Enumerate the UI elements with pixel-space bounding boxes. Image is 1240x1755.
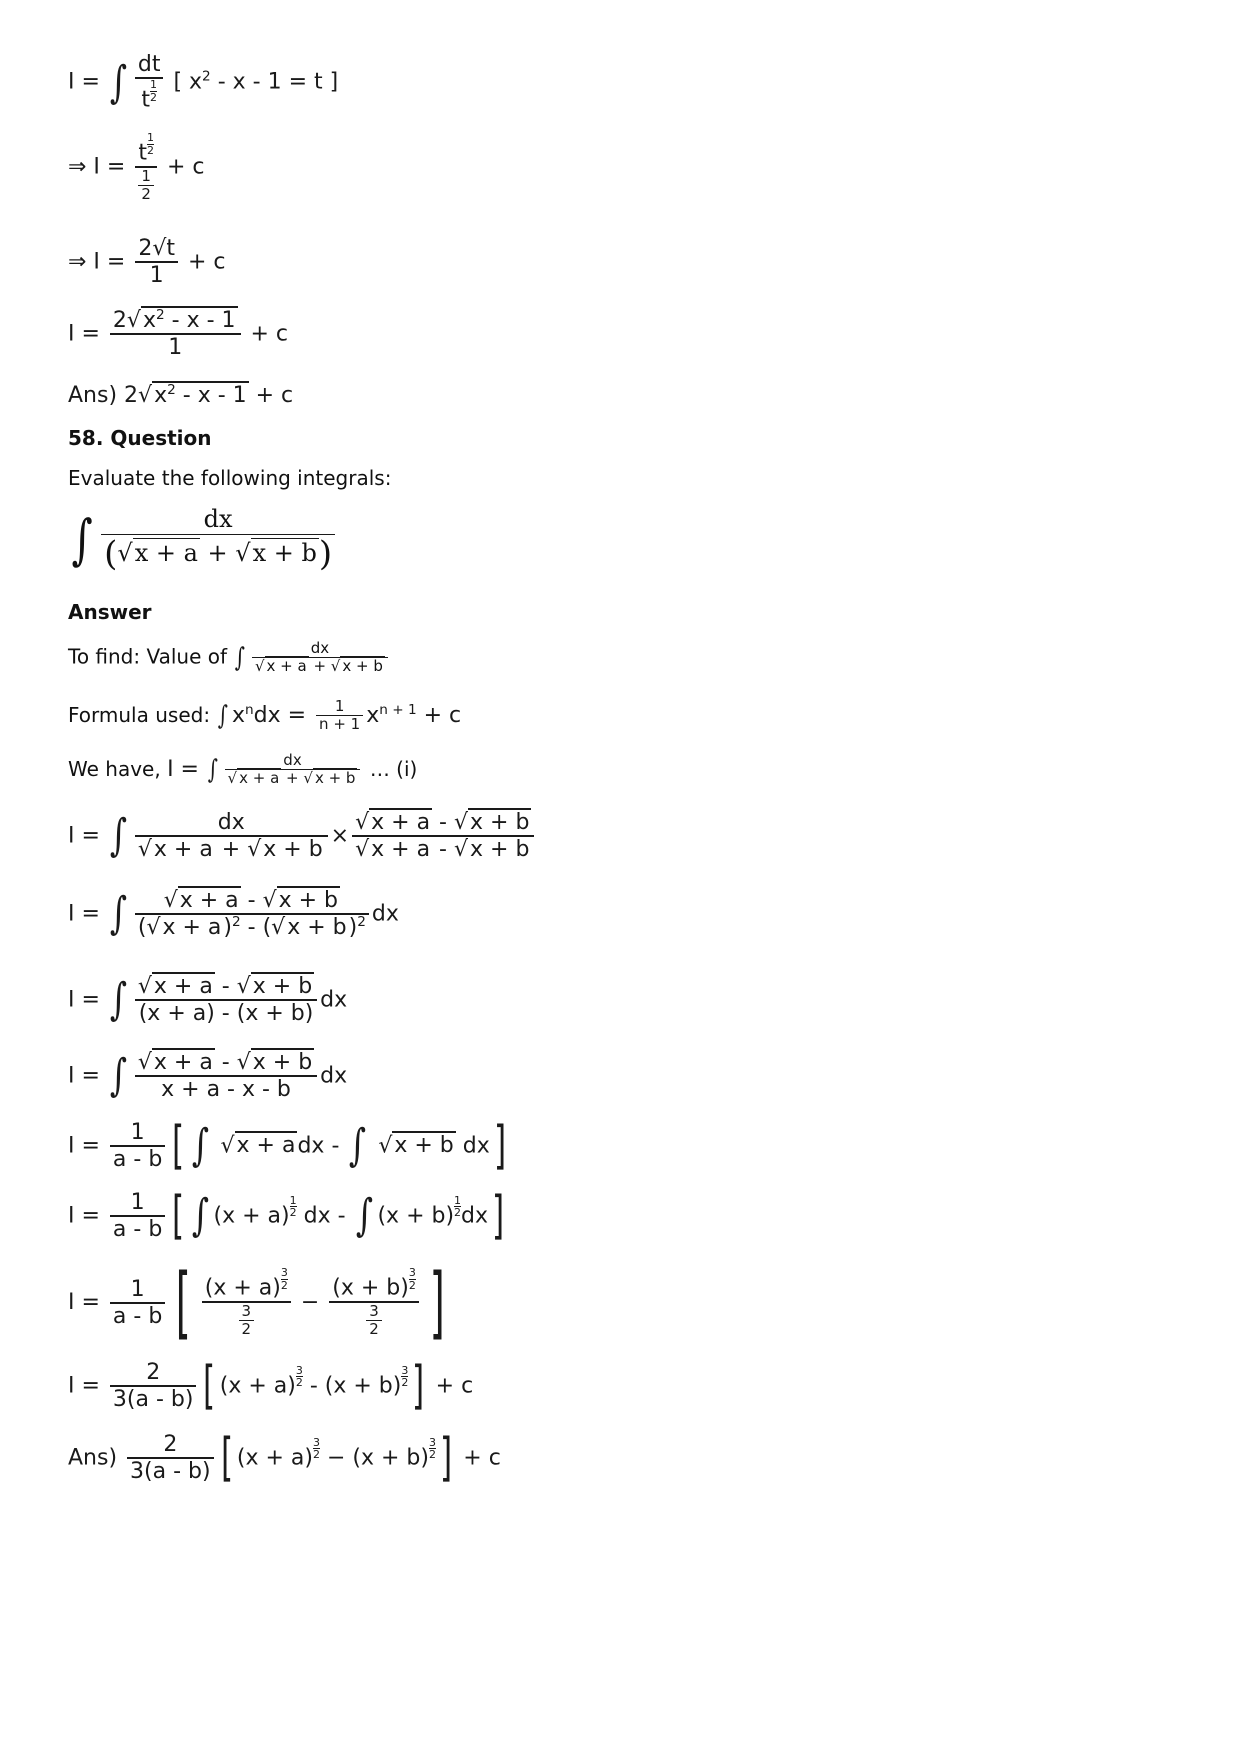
formula-used-line: Formula used: ∫ $x^ndx$ = $\frac{1}{n + 1}$ $x^{n + 1} + c$ xyxy=(68,697,462,734)
step-difference-squares: I = ∫ $\frac{√x + a - √x + b}{(√x + a)^2 - (√x + b)^2}$ dx xyxy=(68,888,399,941)
step-final-form: I = $\frac{2}{3(a - b)}$ [ (x + a) $\frac{3}{2}$ - (x + b) $\frac{3}{2}$ ] + c xyxy=(68,1356,474,1417)
question-heading: 58. Question xyxy=(68,426,212,450)
previous-answer: Ans) $2√x^2 - x - 1 + c$ xyxy=(68,382,294,409)
answer-heading: Answer xyxy=(68,600,152,624)
step-expand-denominator: I = ∫ $\frac{√x + a - √x + b}{x + a - x - b}$ dx xyxy=(68,1050,348,1103)
question-integral: ∫ $\frac{dx}{(√x + a + √x + b)}$ xyxy=(68,506,338,574)
step-substitution: I = ∫ dt t $\frac{1}{2}$ [ $x^2 - x - 1 = t$ ] xyxy=(68,52,339,113)
to-find-line: To find: Value of ∫ $\frac{dx}{√ x + a + √ x + b}$ xyxy=(68,640,391,676)
final-answer: Ans) $\frac{2}{3(a - b)}$ [ (x + a) $\frac{3}{2}$ − (x + b) $\frac{3}{2}$ ] + c xyxy=(68,1428,501,1489)
step-power-rule: ⇒ I = t $\frac{1}{2}$ $\frac{1}{2}$ + c xyxy=(68,131,205,204)
question-prompt: Evaluate the following integrals: xyxy=(68,466,392,490)
step-back-substitute: I = $\frac{2√x^2 - x - 1}{1}$ + c xyxy=(68,307,289,361)
step-integrate: I = $\frac{1}{a - b}$ [ (x + a) $\frac{3}{2}$ $\frac{3}{2}$ − (x + b) $\frac{3}{2}$ $\frac{3}{2}$ ] xyxy=(68,1258,445,1348)
step-split-integrals: I = $\frac{1}{a - b}$ [ ∫ √x + adx - ∫ √x + b dx] xyxy=(68,1116,506,1177)
step-rationalize: I = ∫ $\frac{dx}{√x + a + √x + b}$ × $\frac{√x + a - √x + b}{√x + a - √x + b}$ xyxy=(68,810,537,863)
step-simplify-denominator: I = ∫ $\frac{√x + a - √x + b}{(x + a) - (x + b)}$ dx xyxy=(68,974,348,1027)
step-sqrt-t: ⇒ I = $\frac{2√t}{1}$ + c xyxy=(68,236,226,289)
we-have-line: We have, I = ∫ $\frac{dx}{√ x + a + √ x + b}$ … (i) xyxy=(68,751,418,788)
step-power-form: I = $\frac{1}{a - b}$ [ ∫ (x + a) $\frac{1}{2}$ dx - ∫ (x + b) $\frac{1}{2}$ dx] xyxy=(68,1186,505,1247)
